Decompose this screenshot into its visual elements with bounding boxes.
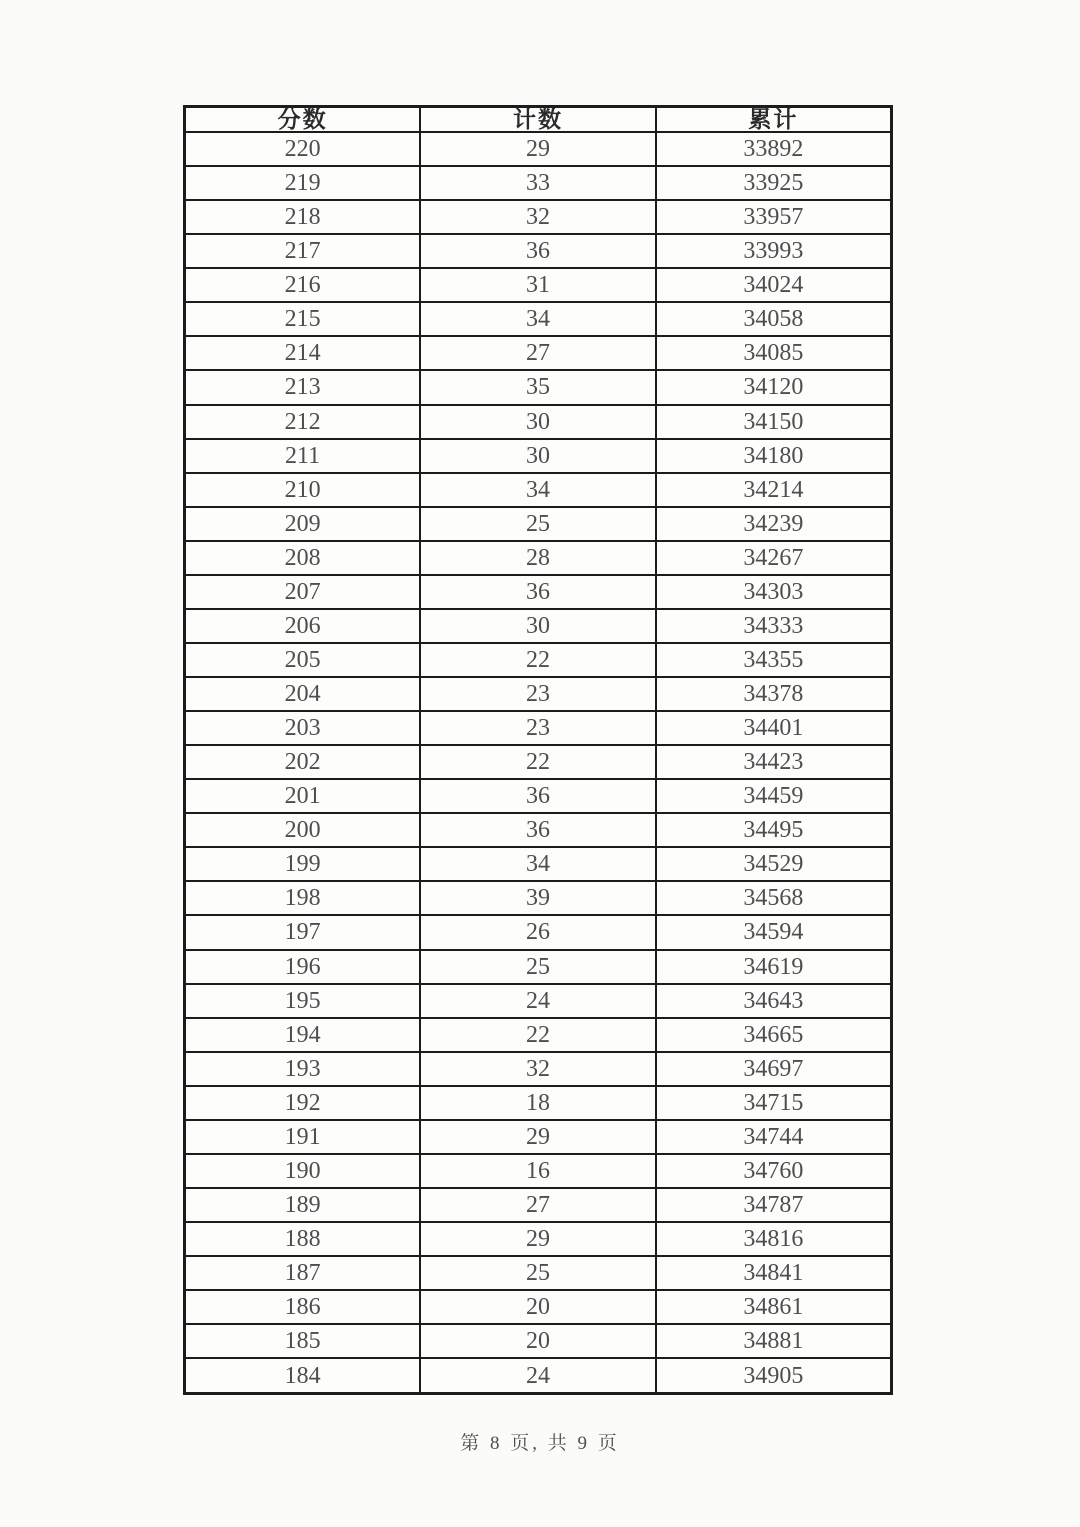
count-cell: 22 bbox=[420, 643, 656, 677]
header-row bbox=[185, 107, 892, 133]
table-row bbox=[185, 1324, 892, 1358]
count-cell: 31 bbox=[420, 268, 656, 302]
score-cell: 185 bbox=[185, 1324, 421, 1358]
score-cell: 218 bbox=[185, 200, 421, 234]
count-cell: 29 bbox=[420, 1222, 656, 1256]
table-row bbox=[185, 405, 892, 439]
column-header-score: 分数 bbox=[185, 107, 421, 133]
score-cell: 192 bbox=[185, 1086, 421, 1120]
count-cell: 23 bbox=[420, 711, 656, 745]
score-cell: 194 bbox=[185, 1018, 421, 1052]
cumulative-cell: 34697 bbox=[656, 1052, 892, 1086]
score-cell: 188 bbox=[185, 1222, 421, 1256]
count-cell: 36 bbox=[420, 575, 656, 609]
cumulative-cell: 34058 bbox=[656, 302, 892, 336]
table-row bbox=[185, 507, 892, 541]
table-row bbox=[185, 984, 892, 1018]
table-row bbox=[185, 234, 892, 268]
table-row bbox=[185, 575, 892, 609]
table-row bbox=[185, 1086, 892, 1120]
count-cell: 29 bbox=[420, 1120, 656, 1154]
count-cell: 30 bbox=[420, 439, 656, 473]
table-row bbox=[185, 677, 892, 711]
table-row bbox=[185, 813, 892, 847]
table-row bbox=[185, 643, 892, 677]
score-distribution-table bbox=[183, 105, 893, 1395]
score-cell: 189 bbox=[185, 1188, 421, 1222]
table-row bbox=[185, 473, 892, 507]
score-cell: 205 bbox=[185, 643, 421, 677]
table-row bbox=[185, 1358, 892, 1393]
table-row bbox=[185, 1120, 892, 1154]
table-row bbox=[185, 268, 892, 302]
cumulative-cell: 34715 bbox=[656, 1086, 892, 1120]
table-row bbox=[185, 200, 892, 234]
table-row bbox=[185, 1222, 892, 1256]
count-cell: 39 bbox=[420, 881, 656, 915]
table-row bbox=[185, 541, 892, 575]
column-header-count: 计数 bbox=[420, 107, 656, 133]
cumulative-cell: 34861 bbox=[656, 1290, 892, 1324]
table-row bbox=[185, 950, 892, 984]
table-row bbox=[185, 711, 892, 745]
table-row bbox=[185, 1018, 892, 1052]
score-table-body bbox=[185, 132, 892, 1394]
table-row bbox=[185, 847, 892, 881]
score-cell: 200 bbox=[185, 813, 421, 847]
table-row bbox=[185, 132, 892, 166]
count-cell: 34 bbox=[420, 847, 656, 881]
table-row bbox=[185, 745, 892, 779]
score-cell: 184 bbox=[185, 1358, 421, 1393]
cumulative-cell: 34529 bbox=[656, 847, 892, 881]
score-cell: 199 bbox=[185, 847, 421, 881]
score-cell: 187 bbox=[185, 1256, 421, 1290]
score-cell: 206 bbox=[185, 609, 421, 643]
cumulative-cell: 34303 bbox=[656, 575, 892, 609]
score-cell: 204 bbox=[185, 677, 421, 711]
cumulative-cell: 34760 bbox=[656, 1154, 892, 1188]
table-row bbox=[185, 881, 892, 915]
score-cell: 220 bbox=[185, 132, 421, 166]
count-cell: 29 bbox=[420, 132, 656, 166]
count-cell: 36 bbox=[420, 779, 656, 813]
score-cell: 186 bbox=[185, 1290, 421, 1324]
cumulative-cell: 34459 bbox=[656, 779, 892, 813]
count-cell: 32 bbox=[420, 200, 656, 234]
count-cell: 23 bbox=[420, 677, 656, 711]
cumulative-cell: 34881 bbox=[656, 1324, 892, 1358]
count-cell: 34 bbox=[420, 302, 656, 336]
cumulative-cell: 34401 bbox=[656, 711, 892, 745]
cumulative-cell: 34665 bbox=[656, 1018, 892, 1052]
cumulative-cell: 34841 bbox=[656, 1256, 892, 1290]
cumulative-cell: 34180 bbox=[656, 439, 892, 473]
cumulative-cell: 34643 bbox=[656, 984, 892, 1018]
count-cell: 26 bbox=[420, 915, 656, 949]
score-cell: 219 bbox=[185, 166, 421, 200]
count-cell: 36 bbox=[420, 813, 656, 847]
table-row bbox=[185, 439, 892, 473]
score-cell: 196 bbox=[185, 950, 421, 984]
table-row bbox=[185, 1256, 892, 1290]
score-cell: 208 bbox=[185, 541, 421, 575]
table-row bbox=[185, 915, 892, 949]
count-cell: 24 bbox=[420, 1358, 656, 1393]
count-cell: 16 bbox=[420, 1154, 656, 1188]
cumulative-cell: 34816 bbox=[656, 1222, 892, 1256]
cumulative-cell: 34423 bbox=[656, 745, 892, 779]
table-row bbox=[185, 1188, 892, 1222]
table-row bbox=[185, 609, 892, 643]
score-cell: 209 bbox=[185, 507, 421, 541]
count-cell: 25 bbox=[420, 950, 656, 984]
score-cell: 207 bbox=[185, 575, 421, 609]
column-header-cumulative: 累计 bbox=[656, 107, 892, 133]
table-row bbox=[185, 1154, 892, 1188]
count-cell: 33 bbox=[420, 166, 656, 200]
count-cell: 22 bbox=[420, 745, 656, 779]
count-cell: 30 bbox=[420, 405, 656, 439]
score-cell: 201 bbox=[185, 779, 421, 813]
count-cell: 25 bbox=[420, 507, 656, 541]
table-row bbox=[185, 1290, 892, 1324]
table-row bbox=[185, 302, 892, 336]
cumulative-cell: 33925 bbox=[656, 166, 892, 200]
count-cell: 27 bbox=[420, 336, 656, 370]
score-cell: 214 bbox=[185, 336, 421, 370]
score-cell: 216 bbox=[185, 268, 421, 302]
score-cell: 195 bbox=[185, 984, 421, 1018]
count-cell: 27 bbox=[420, 1188, 656, 1222]
cumulative-cell: 34085 bbox=[656, 336, 892, 370]
count-cell: 28 bbox=[420, 541, 656, 575]
cumulative-cell: 33892 bbox=[656, 132, 892, 166]
table-row bbox=[185, 1052, 892, 1086]
score-cell: 215 bbox=[185, 302, 421, 336]
count-cell: 30 bbox=[420, 609, 656, 643]
cumulative-cell: 34378 bbox=[656, 677, 892, 711]
table-row bbox=[185, 166, 892, 200]
count-cell: 24 bbox=[420, 984, 656, 1018]
cumulative-cell: 34744 bbox=[656, 1120, 892, 1154]
score-cell: 213 bbox=[185, 370, 421, 404]
count-cell: 35 bbox=[420, 370, 656, 404]
cumulative-cell: 34787 bbox=[656, 1188, 892, 1222]
score-table-header bbox=[185, 107, 892, 133]
score-cell: 203 bbox=[185, 711, 421, 745]
score-cell: 217 bbox=[185, 234, 421, 268]
cumulative-cell: 34150 bbox=[656, 405, 892, 439]
score-cell: 202 bbox=[185, 745, 421, 779]
cumulative-cell: 33957 bbox=[656, 200, 892, 234]
cumulative-cell: 34594 bbox=[656, 915, 892, 949]
count-cell: 18 bbox=[420, 1086, 656, 1120]
cumulative-cell: 34239 bbox=[656, 507, 892, 541]
table-row bbox=[185, 370, 892, 404]
cumulative-cell: 34024 bbox=[656, 268, 892, 302]
score-cell: 212 bbox=[185, 405, 421, 439]
cumulative-cell: 34905 bbox=[656, 1358, 892, 1393]
score-cell: 211 bbox=[185, 439, 421, 473]
cumulative-cell: 34120 bbox=[656, 370, 892, 404]
cumulative-cell: 34333 bbox=[656, 609, 892, 643]
cumulative-cell: 33993 bbox=[656, 234, 892, 268]
cumulative-cell: 34267 bbox=[656, 541, 892, 575]
score-cell: 191 bbox=[185, 1120, 421, 1154]
count-cell: 22 bbox=[420, 1018, 656, 1052]
table-row bbox=[185, 336, 892, 370]
count-cell: 32 bbox=[420, 1052, 656, 1086]
cumulative-cell: 34495 bbox=[656, 813, 892, 847]
score-cell: 210 bbox=[185, 473, 421, 507]
count-cell: 36 bbox=[420, 234, 656, 268]
count-cell: 20 bbox=[420, 1290, 656, 1324]
score-cell: 198 bbox=[185, 881, 421, 915]
page-footer: 第 8 页, 共 9 页 bbox=[460, 1433, 620, 1454]
score-cell: 190 bbox=[185, 1154, 421, 1188]
count-cell: 34 bbox=[420, 473, 656, 507]
count-cell: 25 bbox=[420, 1256, 656, 1290]
cumulative-cell: 34568 bbox=[656, 881, 892, 915]
table-row bbox=[185, 779, 892, 813]
score-cell: 197 bbox=[185, 915, 421, 949]
score-cell: 193 bbox=[185, 1052, 421, 1086]
cumulative-cell: 34214 bbox=[656, 473, 892, 507]
cumulative-cell: 34355 bbox=[656, 643, 892, 677]
cumulative-cell: 34619 bbox=[656, 950, 892, 984]
count-cell: 20 bbox=[420, 1324, 656, 1358]
